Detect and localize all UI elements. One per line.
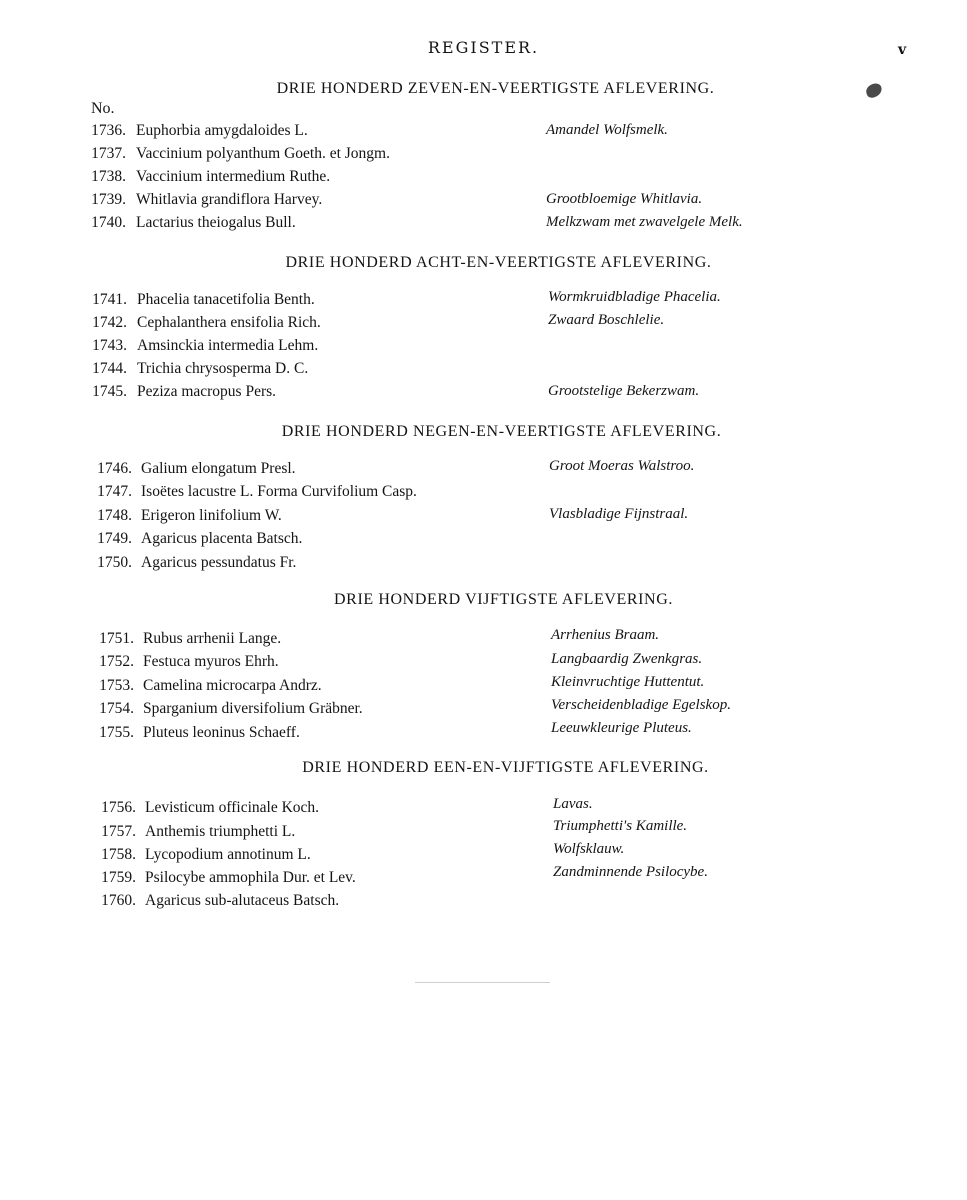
entry-number: 1760. xyxy=(101,892,136,909)
entry-latin-name: Amsinckia intermedia Lehm. xyxy=(137,337,319,354)
entry-dutch-name: Arrhenius Braam. xyxy=(551,627,660,643)
register-entry xyxy=(0,460,967,483)
register-entry xyxy=(0,892,967,915)
entry-latin-name: Festuca myuros Ehrh. xyxy=(143,653,279,670)
entry-latin-name: Euphorbia amygdaloides L. xyxy=(136,122,308,139)
entry-latin-name: Trichia chrysosperma D. C. xyxy=(137,360,309,377)
entry-latin-name: Pluteus leoninus Schaeff. xyxy=(143,724,300,741)
entry-number: 1745. xyxy=(92,383,127,400)
entry-latin-name: Vaccinium intermedium Ruthe. xyxy=(136,168,331,185)
register-entry xyxy=(0,168,967,191)
register-entry xyxy=(0,291,967,314)
entry-number: 1742. xyxy=(92,314,127,331)
entry-dutch-name: Langbaardig Zwenkgras. xyxy=(551,651,703,667)
number-column-label: No. xyxy=(91,100,115,117)
entry-dutch-name: Wolfsklauw. xyxy=(553,841,625,857)
section-title: DRIE HONDERD VIJFTIGSTE AFLEVERING. xyxy=(334,591,673,608)
entry-dutch-name: Triumphetti's Kamille. xyxy=(553,818,688,834)
entry-dutch-name: Amandel Wolfsmelk. xyxy=(546,122,668,138)
entry-dutch-name: Zwaard Boschlelie. xyxy=(548,312,665,328)
entry-number: 1756. xyxy=(101,799,136,816)
page-number: v xyxy=(898,42,907,58)
entry-number: 1751. xyxy=(99,630,134,647)
register-entry xyxy=(0,864,967,892)
entry-number: 1753. xyxy=(99,677,134,694)
register-entry xyxy=(0,360,967,383)
entry-latin-name: Camelina microcarpa Andrz. xyxy=(143,677,322,694)
entry-number: 1754. xyxy=(99,700,134,717)
register-entry xyxy=(0,720,967,747)
entry-number: 1755. xyxy=(99,724,134,741)
entry-number: 1744. xyxy=(92,360,127,377)
register-entry xyxy=(0,314,967,337)
entry-latin-name: Agaricus pessundatus Fr. xyxy=(141,554,297,571)
entry-latin-name: Peziza macropus Pers. xyxy=(137,383,277,400)
register-entry xyxy=(0,841,967,869)
register-entry xyxy=(0,214,967,237)
register-entry xyxy=(0,818,967,846)
entry-dutch-name: Verscheidenbladige Egelskop. xyxy=(551,697,731,713)
entry-number: 1752. xyxy=(99,653,134,670)
entry-number: 1738. xyxy=(91,168,126,185)
register-entry xyxy=(0,697,967,723)
entry-dutch-name: Vlasbladige Fijnstraal. xyxy=(549,506,689,522)
register-entry xyxy=(0,191,967,214)
entry-number: 1759. xyxy=(101,869,136,886)
register-entry xyxy=(0,337,967,360)
entry-latin-name: Erigeron linifolium W. xyxy=(141,507,282,524)
register-entry xyxy=(0,483,967,506)
entry-latin-name: Levisticum officinale Koch. xyxy=(145,799,320,816)
register-entry xyxy=(0,554,967,577)
entry-latin-name: Rubus arrhenii Lange. xyxy=(143,630,282,647)
entry-dutch-name: Wormkruidbladige Phacelia. xyxy=(548,289,721,305)
divider-line xyxy=(415,982,550,983)
entry-latin-name: Phacelia tanacetifolia Benth. xyxy=(137,291,315,308)
entry-number: 1743. xyxy=(92,337,127,354)
entry-number: 1740. xyxy=(91,214,126,231)
entry-dutch-name: Lavas. xyxy=(553,796,593,812)
register-entry xyxy=(0,796,967,822)
entry-number: 1736. xyxy=(91,122,126,139)
register-entry xyxy=(0,383,967,406)
entry-number: 1747. xyxy=(97,483,132,500)
entry-latin-name: Whitlavia grandiflora Harvey. xyxy=(136,191,323,208)
register-entry xyxy=(0,122,967,145)
entry-latin-name: Sparganium diversifolium Gräbner. xyxy=(143,700,363,717)
entry-latin-name: Cephalanthera ensifolia Rich. xyxy=(137,314,321,331)
entry-dutch-name: Leeuwkleurige Pluteus. xyxy=(551,720,692,736)
section-title: DRIE HONDERD ZEVEN-EN-VEERTIGSTE AFLEVERING. xyxy=(276,80,715,97)
entry-number: 1757. xyxy=(101,823,136,840)
entry-latin-name: Galium elongatum Presl. xyxy=(141,460,296,477)
entry-number: 1758. xyxy=(101,846,136,863)
entry-number: 1746. xyxy=(97,460,132,477)
register-entry xyxy=(0,507,967,530)
entry-number: 1737. xyxy=(91,145,126,162)
section-title: DRIE HONDERD ACHT-EN-VEERTIGSTE AFLEVERING. xyxy=(285,254,712,271)
entry-dutch-name: Melkzwam met zwavelgele Melk. xyxy=(546,214,743,230)
entry-latin-name: Lycopodium annotinum L. xyxy=(145,846,311,863)
register-entry xyxy=(0,674,967,700)
register-entry xyxy=(0,653,967,676)
section-title: DRIE HONDERD EEN-EN-VIJFTIGSTE AFLEVERING. xyxy=(302,759,709,776)
entry-number: 1750. xyxy=(97,554,132,571)
entry-dutch-name: Grootstelige Bekerzwam. xyxy=(548,383,700,399)
entry-dutch-name: Kleinvruchtige Huttentut. xyxy=(551,674,705,690)
entry-dutch-name: Zandminnende Psilocybe. xyxy=(553,864,708,880)
entry-latin-name: Agaricus sub-alutaceus Batsch. xyxy=(145,892,340,909)
register-entry xyxy=(0,627,967,653)
entry-dutch-name: Groot Moeras Walstroo. xyxy=(549,458,695,474)
entry-latin-name: Lactarius theiogalus Bull. xyxy=(136,214,296,231)
section-title: DRIE HONDERD NEGEN-EN-VEERTIGSTE AFLEVERING. xyxy=(281,423,722,440)
page-title: REGISTER. xyxy=(427,38,540,57)
register-entry xyxy=(0,145,967,168)
entry-number: 1749. xyxy=(97,530,132,547)
entry-latin-name: Agaricus placenta Batsch. xyxy=(141,530,303,547)
entry-latin-name: Psilocybe ammophila Dur. et Lev. xyxy=(145,869,356,886)
entry-number: 1739. xyxy=(91,191,126,208)
entry-latin-name: Isoëtes lacustre L. Forma Curvifolium Casp. xyxy=(141,483,417,500)
entry-number: 1748. xyxy=(97,507,132,524)
entry-dutch-name: Grootbloemige Whitlavia. xyxy=(546,191,703,207)
entry-latin-name: Anthemis triumphetti L. xyxy=(145,823,296,840)
entry-number: 1741. xyxy=(92,291,127,308)
register-entry xyxy=(0,530,967,553)
entry-latin-name: Vaccinium polyanthum Goeth. et Jongm. xyxy=(136,145,390,162)
